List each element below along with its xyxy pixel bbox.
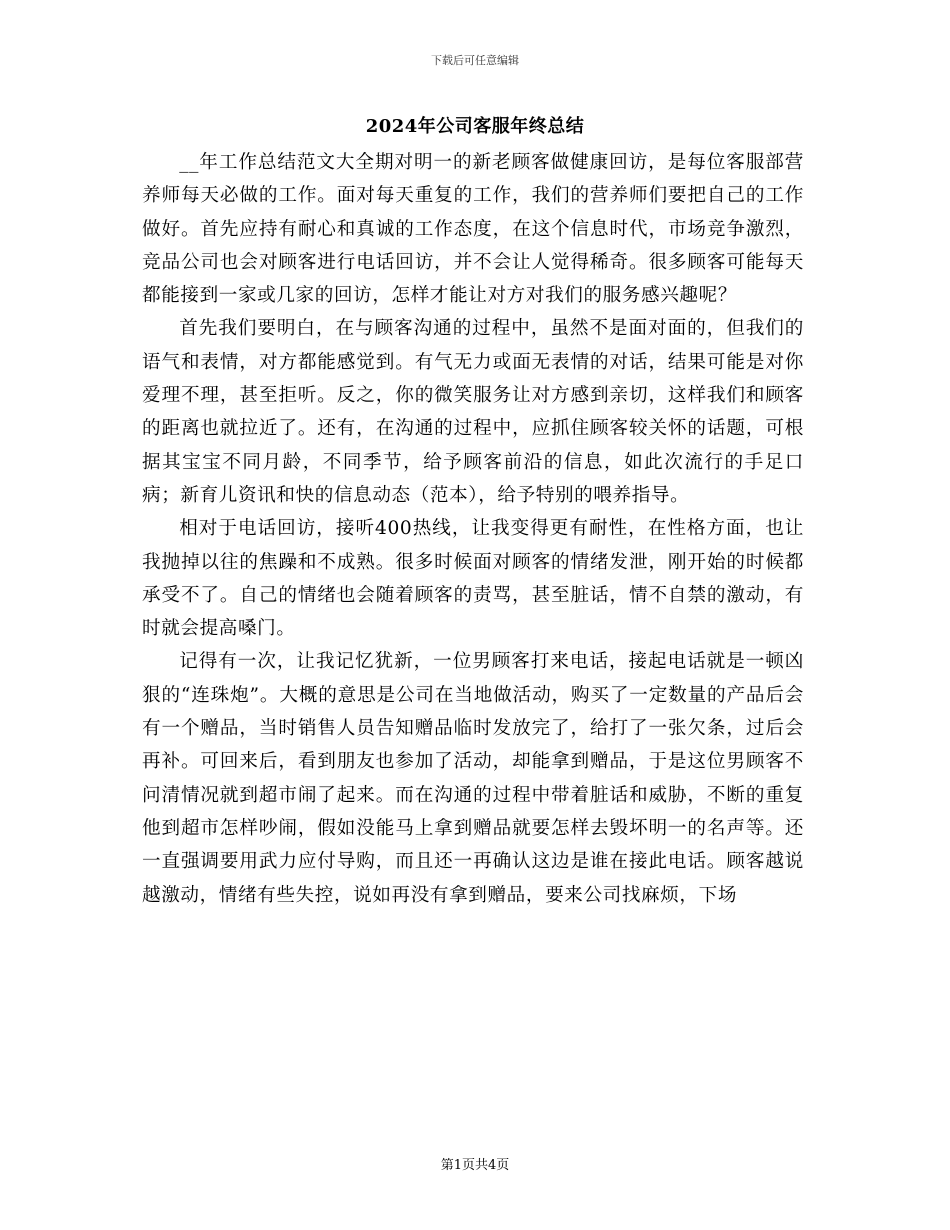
page-header-note: 下载后可任意编辑 [431,54,519,67]
document-body [142,146,804,912]
paragraph-2: 首先我们要明白，在与顾客沟通的过程中，虽然不是面对面的，但我们的语气和表情，对方都能感觉到。有气无力或面无表情的对话，结果可能是对你爱理不理，甚至拒听。反之，你的微笑服务让对方感到亲切，这样我们和顾客的距离也就拉近了。还有，在沟通的过程中，应抓住顾客较关怀的话题，可根据其宝宝不同月龄，不同季节，给予顾客前沿的信息，如此次流行的手足口病；新育儿资讯和快的信息动态（范本），给予特别的喂养指导。 [142,318,804,506]
document-title: 2024年公司客服年终总结 [365,116,585,137]
paragraph-4: 记得有一次，让我记忆犹新，一位男顾客打来电话，接起电话就是一顿凶狠的“连珠炮”。大概的意思是公司在当地做活动，购买了一定数量的产品后会有一个赠品，当时销售人员告知赠品临时发放完了，给打了一张欠条，过后会再补。可回来后，看到朋友也参加了活动，却能拿到赠品，于是这位男顾客不问清情况就到超市闹了起来。而在沟通的过程中带着脏话和威胁，不断的重复他到超市怎样吵闹，假如没能马上拿到赠品就要怎样去毁坏明一的名声等。还一直强调要用武力应付导购，而且还一再确认这边是谁在接此电话。顾客越说越激动，情绪有些失控，说如再没有拿到赠品，要来公司找麻烦，下场 [142,651,804,906]
paragraph-1: __年工作总结范文大全期对明一的新老顾客做健康回访，是每位客服部营养师每天必做的工作。面对每天重复的工作，我们的营养师们要把自己的工作做好。首先应持有耐心和真诚的工作态度，在这个信息时代，市场竞争激烈，竞品公司也会对顾客进行电话回访，并不会让人觉得稀奇。很多顾客可能每天都能接到一家或几家的回访，怎样才能让对方对我们的服务感兴趣呢？ [142,152,804,307]
page-number-footer: 第1页共4页 [440,1158,510,1173]
paragraph-3: 相对于电话回访，接听400热线，让我变得更有耐性，在性格方面，也让我抛掉以往的焦躁和不成熟。很多时候面对顾客的情绪发泄，刚开始的时候都承受不了。自己的情绪也会随着顾客的责骂，甚至脏话，情不自禁的激动，有时就会提高嗓门。 [142,518,804,640]
